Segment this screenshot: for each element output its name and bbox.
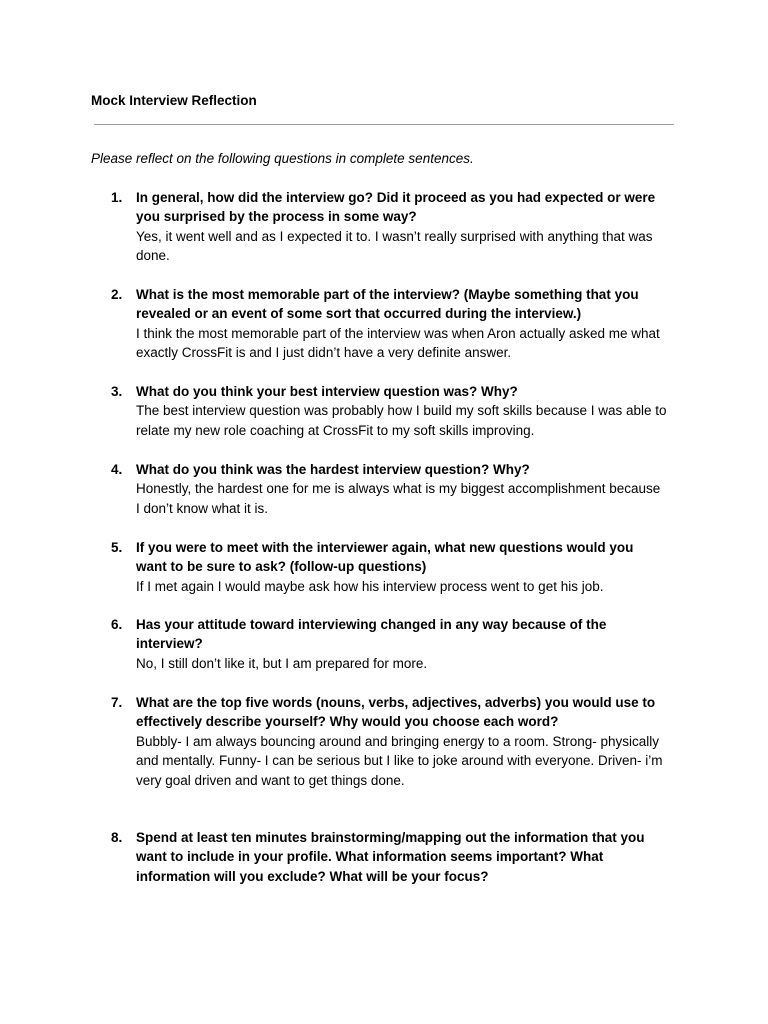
question-number: 5. — [111, 540, 123, 555]
question-number: 1. — [111, 190, 123, 205]
question-body — [136, 828, 684, 886]
question-body — [136, 285, 684, 363]
question-number: 7. — [111, 695, 123, 710]
answer-text: Yes, it went well and as I expected it to. I wasn’t really surprised with anything that was done. — [136, 228, 653, 264]
instructions-text: Please reflect on the following questions in complete sentences. — [91, 151, 474, 166]
answer-text: Honestly, the hardest one for me is always what is my biggest accomplishment because I don’t know what it is. — [136, 481, 661, 516]
question-text: In general, how did the interview go? Did it proceed as you had expected or were you surprised by the process in some way? — [136, 190, 656, 225]
question-text: What is the most memorable part of the interview? (Maybe something that you revealed or an event of some sort that occurred during the interview.) — [136, 287, 639, 322]
answer-text: If I met again I would maybe ask how his interview process went to get his job. — [136, 578, 604, 594]
document-title: Mock Interview Reflection — [91, 93, 257, 108]
question-text: What do you think was the hardest interview question? Why? — [136, 462, 530, 477]
question-body — [136, 615, 684, 673]
question-body — [136, 188, 684, 266]
question-number: 4. — [111, 462, 123, 477]
question-number: 6. — [111, 617, 123, 632]
question-body — [136, 538, 684, 596]
question-text: What do you think your best interview question was? Why? — [136, 384, 518, 399]
question-number: 8. — [111, 830, 123, 845]
question-body — [136, 693, 684, 790]
title-divider — [94, 124, 674, 125]
question-text: Spend at least ten minutes brainstorming/mapping out the information that you want to include in your profile. What information seems important? What information will you exclude? What will be your focus? — [136, 830, 645, 884]
question-body — [136, 382, 684, 440]
answer-text: Bubbly- I am always bouncing around and bringing energy to a room. Strong- physically and mentally. Funny- I can be serious but I like to joke around with everyone. Driven- i’m very goal driven and want to get things done. — [136, 733, 663, 788]
answer-text: I think the most memorable part of the interview was when Aron actually asked me what exactly CrossFit is and I just didn’t have a very definite answer. — [136, 325, 660, 361]
question-text: Has your attitude toward interviewing changed in any way because of the interview? — [136, 617, 607, 652]
answer-text: The best interview question was probably how I build my soft skills because I was able to relate my new role coaching at CrossFit to my soft skills improving. — [136, 403, 667, 438]
question-text: If you were to meet with the interviewer again, what new questions would you want to be sure to ask? (follow-up questions) — [136, 540, 634, 575]
question-number: 3. — [111, 384, 123, 399]
answer-text: No, I still don’t like it, but I am prepared for more. — [136, 655, 428, 671]
question-number: 2. — [111, 287, 123, 302]
question-body — [136, 460, 684, 518]
question-text: What are the top five words (nouns, verbs, adjectives, adverbs) you would use to effectively describe yourself? Why would you choose each word? — [136, 695, 656, 730]
